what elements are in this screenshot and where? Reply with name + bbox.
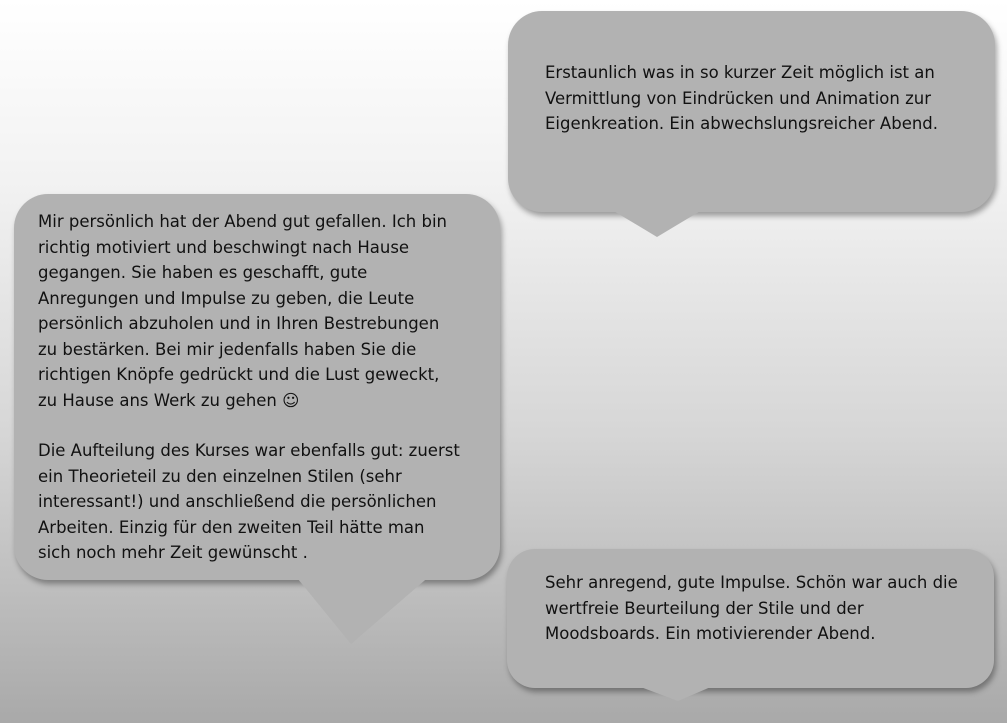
speech-bubble-left (14, 194, 500, 580)
speech-bubble-top-right (508, 11, 995, 212)
speech-bubble-tail (612, 210, 702, 240)
speech-bubble-tail (289, 568, 439, 648)
speech-bubble-tail (630, 683, 720, 705)
bubble-text-container (545, 60, 975, 137)
bubble-text: Sehr anregend, gute Impulse. Schön war auch die wertfreie Beurteilung der Stile und der Moodsboards. Ein motivierender Abend. (545, 573, 958, 643)
bubble-text-container (545, 570, 985, 647)
bubble-text: Erstaunlich was in so kurzer Zeit möglich ist an Vermittlung von Eindrücken und Animation zur Eigenkreation. Ein abwechslungsreicher Abend. (545, 63, 939, 133)
bubble-text-container (38, 209, 486, 566)
bubble-paragraph-1: Mir persönlich hat der Abend gut gefallen. Ich bin richtig motiviert und beschwingt nach Hause gegangen. Sie haben es geschafft, gute Anregungen und Impulse zu geben, die Leute persönlich abzuholen und in Ihren Bestrebungen zu bestärken. Bei mir jedenfalls haben Sie die richtigen Knöpfe gedrückt und die Lust geweckt, zu Hause ans Werk zu gehen ☺ (38, 212, 447, 410)
speech-bubble-bottom-right (507, 549, 994, 688)
bubble-paragraph-2: Die Aufteilung des Kurses war ebenfalls gut: zuerst ein Theorieteil zu den einzelnen Stilen (sehr interessant!) und anschließend die persönlichen Arbeiten. Einzig für den zweiten Teil hätte man sich noch mehr Zeit gewünscht . (38, 441, 460, 562)
